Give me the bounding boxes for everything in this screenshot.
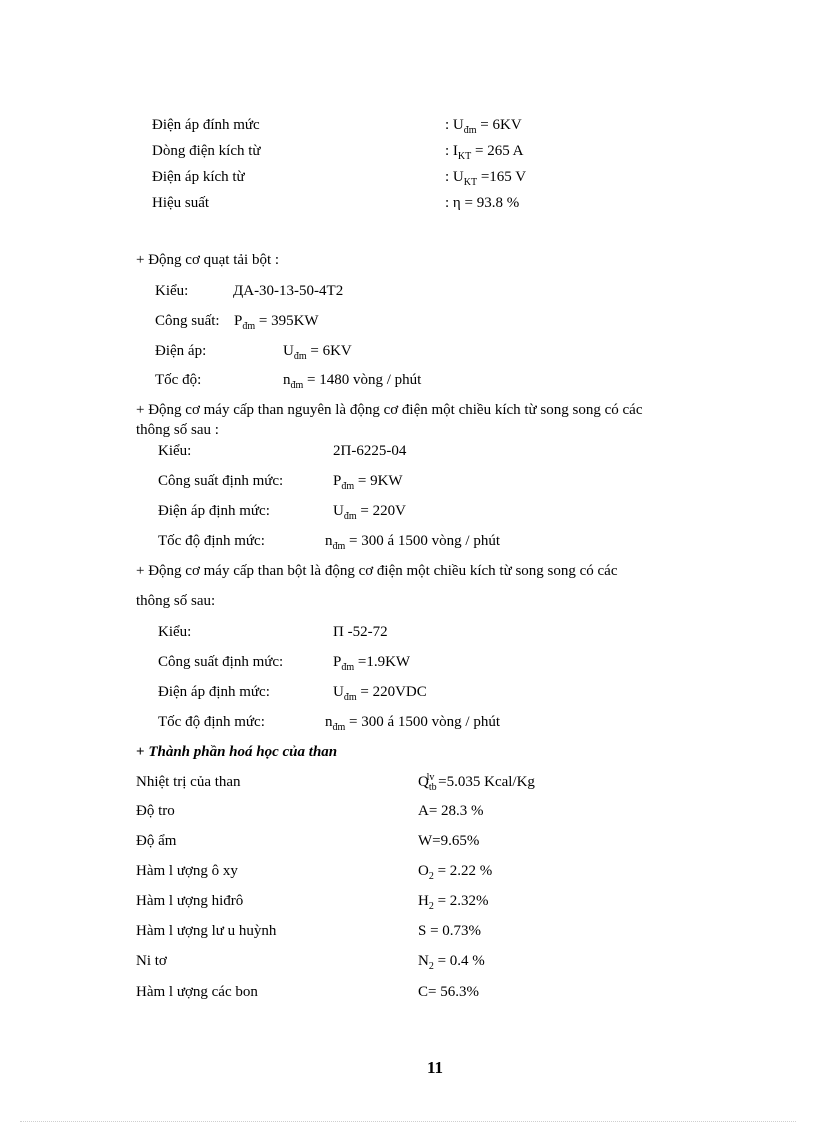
raw-heading-line2: thông số sau : [136, 422, 219, 438]
powder-value-voltage: $U_{đm} = 220VDC$ [333, 684, 427, 703]
gen-label-efficiency: Hiệu suất [152, 195, 210, 211]
fan-label-power: Công suất: [155, 313, 220, 329]
gen-label-rated-voltage: Điện áp đính mức [152, 117, 260, 133]
coal-value-moisture: W=9.65% [418, 833, 480, 849]
gen-label-excitation-current: Dòng điện kích từ [152, 143, 261, 159]
raw-value-type: 2П-6225-04 [333, 443, 407, 459]
raw-label-speed: Tốc độ định mức: [158, 533, 265, 549]
gen-value-efficiency: : η = 93.8 % [445, 195, 520, 211]
powder-heading-line2: thông số sau: [136, 593, 216, 609]
fan-label-speed: Tốc độ: [155, 372, 202, 388]
fan-value-type: ДА-30-13-50-4T2 [233, 283, 344, 299]
powder-value-speed: $n_{đm} = 300$ á 1500 vòng / phút [325, 714, 500, 733]
powder-label-speed: Tốc độ định mức: [158, 714, 265, 730]
coal-label-carbon: Hàm l ượng các bon [136, 984, 258, 1000]
coal-value-nitrogen: $N_2 = 0.4$ % [418, 953, 485, 972]
page-bottom-rule [20, 1121, 796, 1122]
powder-label-type: Kiểu: [158, 624, 192, 640]
page-number: 11 [426, 1058, 444, 1077]
coal-heading: + Thành phần hoá học của than [136, 744, 338, 760]
coal-label-oxygen: Hàm l ượng ô xy [136, 863, 238, 879]
powder-value-type: П -52-72 [333, 624, 388, 640]
coal-label-sulfur: Hàm l ượng lư u huỳnh [136, 923, 277, 939]
coal-value-ash: A= 28.3 % [418, 803, 484, 819]
raw-value-power: $P_{đm} = 9KW$ [333, 473, 403, 492]
fan-label-type: Kiểu: [155, 283, 189, 299]
gen-value-excitation-voltage: : $U_{KT} =165$ V [445, 169, 527, 188]
coal-value-calorific: $Q_{tb}^{lv} =5.035$ Kcal/Kg [418, 772, 535, 793]
gen-label-excitation-voltage: Điện áp kích từ [152, 169, 245, 185]
coal-label-hydrogen: Hàm l ượng hiđrô [136, 893, 244, 909]
fan-label-voltage: Điện áp: [155, 343, 207, 359]
raw-heading-line1: + Động cơ máy cấp than nguyên là động cơ điện một chiều kích từ song song có các [136, 402, 643, 418]
coal-label-nitrogen: Ni tơ [136, 953, 167, 969]
powder-label-power: Công suất định mức: [158, 654, 284, 670]
raw-value-voltage: $U_{đm} = 220V$ [333, 503, 406, 522]
powder-heading-line1: + Động cơ máy cấp than bột là động cơ điện một chiều kích từ song song có các [136, 563, 618, 579]
fan-value-voltage: $U_{đm} = 6KV$ [283, 343, 352, 362]
powder-label-voltage: Điện áp định mức: [158, 684, 270, 700]
raw-label-type: Kiểu: [158, 443, 192, 459]
powder-value-power: $P_{đm} =1.9KW$ [333, 654, 411, 673]
coal-label-moisture: Độ ẩm [136, 833, 177, 849]
coal-value-oxygen: $O_2 = 2.22$ % [418, 863, 493, 882]
fan-value-speed: $n_{đm} = 1480$ vòng / phút [283, 372, 422, 391]
coal-value-hydrogen: $H_2 = 2.32\%$ [418, 893, 489, 912]
coal-label-calorific: Nhiệt trị của than [136, 774, 241, 790]
gen-value-excitation-current: : $I_{KT} = 265$ A [445, 143, 524, 162]
fan-heading: + Động cơ quạt tải bột : [136, 252, 280, 268]
raw-label-power: Công suất định mức: [158, 473, 284, 489]
coal-label-ash: Độ tro [136, 803, 175, 819]
raw-value-speed: $n_{đm} = 300$ á 1500 vòng / phút [325, 533, 500, 552]
coal-value-sulfur: S = 0.73% [418, 923, 482, 939]
raw-label-voltage: Điện áp định mức: [158, 503, 270, 519]
fan-value-power: $P_{đm} = 395KW$ [234, 313, 319, 332]
coal-value-carbon: C= 56.3% [418, 984, 479, 1000]
gen-value-rated-voltage: : $U_{đm} = 6KV$ [445, 117, 522, 136]
